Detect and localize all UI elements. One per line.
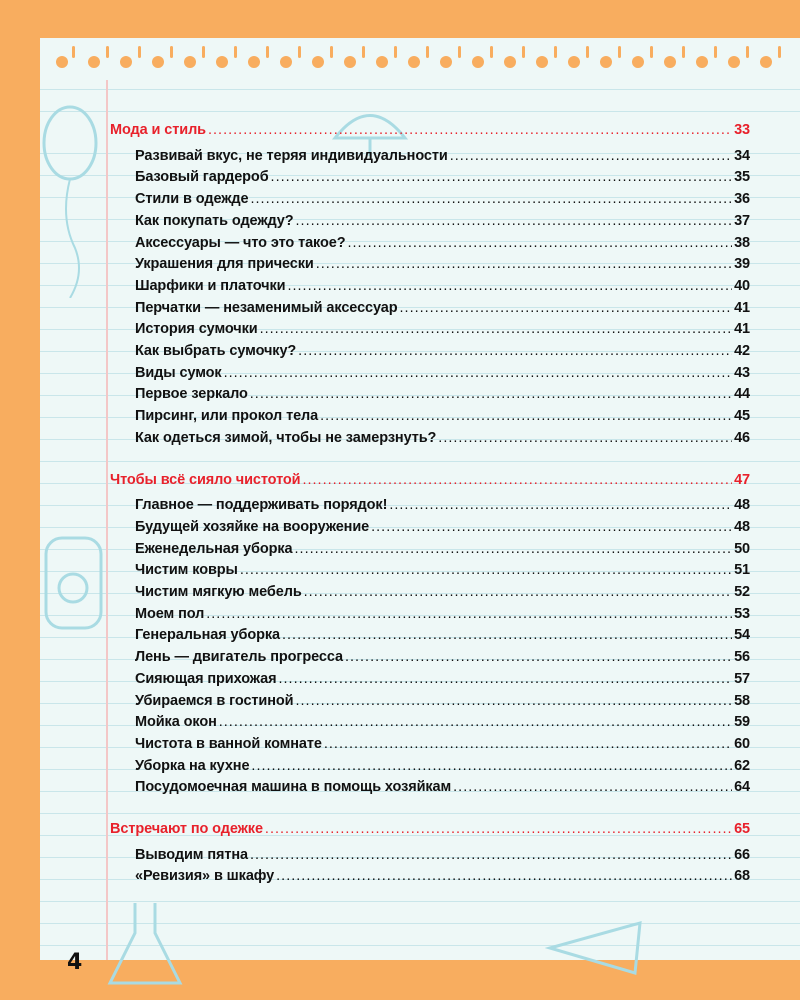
toc-leader-dots [371,519,732,535]
toc-entry-title: Пирсинг, или прокол тела [135,408,319,425]
toc-leader-dots [276,868,732,884]
toc-entry-title: Базовый гардероб [135,169,269,186]
toc-entry-title: Чистота в ванной комнате [135,735,322,752]
toc-leader-dots [304,584,732,600]
toc-leader-dots [287,278,732,294]
toc-entry[interactable] [135,606,750,622]
toc-leader-dots [453,779,732,795]
toc-entry-page: 41 [734,299,750,316]
toc-entry-page: 42 [734,343,750,359]
toc-entry[interactable] [135,169,750,185]
toc-leader-dots [302,472,732,488]
toc-entry[interactable] [135,365,750,381]
toc-entry-page: 68 [734,868,750,885]
toc-entry-title: «Ревизия» в шкафу [135,868,275,885]
toc-entry-title: Выводим пятна [135,846,248,863]
toc-entry-title: Развивай вкус, не теряя индивидуальности [135,147,448,164]
toc-section-title: Мода и стиль [110,122,206,138]
toc-entry[interactable] [135,497,750,513]
toc-leader-dots [345,649,732,665]
toc-leader-dots [389,497,732,513]
toc-leader-dots [450,148,732,164]
toc-entry-page: 59 [734,714,750,731]
toc-entry-page: 58 [734,692,750,709]
toc-entry-page: 51 [734,562,750,579]
toc-entry[interactable] [135,868,750,884]
toc-entry-page: 46 [734,429,750,446]
toc-entry-title: Еженедельная уборка [135,540,293,557]
toc-leader-dots [320,408,732,424]
toc-section-page: 65 [734,821,750,837]
toc-entry-title: Шарфики и платочки [135,277,286,294]
page-number: 4 [67,950,83,975]
toc-leader-dots [347,235,732,251]
toc-leader-dots [271,169,733,185]
toc-entry[interactable] [135,213,750,229]
toc-entry[interactable] [135,278,750,294]
toc-entry-page: 35 [734,169,750,186]
toc-entry-title: Чистим мягкую мебель [135,584,302,600]
toc-leader-dots [260,321,732,337]
toc-entry[interactable] [135,191,750,207]
toc-entry-title: Как выбрать сумочку? [135,343,297,359]
toc-leader-dots [250,386,732,402]
toc-entry[interactable] [135,408,750,424]
toc-entry[interactable] [135,714,750,730]
toc-section-heading[interactable] [110,472,750,488]
toc-section-title: Встречают по одежке [110,821,263,837]
toc-entry[interactable] [135,627,750,643]
toc-entry-page: 60 [734,735,750,752]
toc-section-title: Чтобы всё сияло чистотой [110,471,301,488]
toc-leader-dots [265,821,732,837]
toc-entry-title: Виды сумок [135,364,222,381]
toc-entry-page: 52 [734,584,750,600]
toc-entry-title: Будущей хозяйке на вооружение [135,518,370,535]
toc-entry-title: Убираемся в гостиной [135,692,294,709]
toc-entry-page: 50 [734,540,750,557]
toc-entry-title: Стили в одежде [135,191,249,208]
toc-entry-title: Уборка на кухне [135,757,250,774]
toc-leader-dots [282,627,732,643]
toc-section-page: 33 [734,122,750,138]
toc-leader-dots [224,365,732,381]
toc-leader-dots [219,714,732,730]
toc-entry[interactable] [135,235,750,251]
toc-leader-dots [296,213,733,229]
toc-entry-page: 41 [734,321,750,338]
toc-section-page: 47 [734,471,750,488]
toc-entry[interactable] [135,321,750,337]
toc-entry[interactable] [135,256,750,272]
toc-entry[interactable] [135,693,750,709]
toc-entry[interactable] [135,758,750,774]
toc-entry[interactable] [135,736,750,752]
toc-section-heading[interactable] [110,122,750,138]
toc-entry-page: 37 [734,212,750,229]
toc-entry-page: 56 [734,649,750,666]
toc-entry-page: 64 [734,779,750,796]
toc-entry-title: Лень — двигатель прогресса [135,649,343,666]
toc-entry-title: История сумочки [135,321,258,338]
toc-entry[interactable] [135,386,750,402]
toc-entry[interactable] [135,562,750,578]
toc-entry-title: Чистим ковры [135,562,238,579]
toc-entry-title: Аксессуары — что это такое? [135,234,346,251]
toc-entry[interactable] [135,584,750,600]
toc-entry-title: Как покупать одежду? [135,212,294,229]
toc-leader-dots [324,736,732,752]
toc-entry-page: 62 [734,757,750,774]
toc-leader-dots [316,256,732,272]
toc-entry-title: Посудомоечная машина в помощь хозяйкам [135,779,452,796]
toc-entry-page: 45 [734,408,750,425]
toc-leader-dots [251,758,732,774]
toc-entry[interactable] [135,671,750,687]
toc-entry-page: 39 [734,256,750,273]
toc-entry[interactable] [135,541,750,557]
toc-leader-dots [206,606,732,622]
toc-leader-dots [240,562,732,578]
toc-entry-title: Как одеться зимой, чтобы не замерзнуть? [135,429,437,446]
toc-entry[interactable] [135,649,750,665]
toc-entry-page: 66 [734,846,750,863]
toc-entry-page: 44 [734,386,750,403]
toc-entry-title: Сияющая прихожая [135,670,277,687]
toc-entry[interactable] [135,779,750,795]
toc-entry[interactable] [135,300,750,316]
toc-entry-title: Перчатки — незаменимый аксессуар [135,299,398,316]
toc-leader-dots [295,541,733,557]
toc-leader-dots [278,671,732,687]
toc-entry-title: Первое зеркало [135,386,248,403]
toc-leader-dots [438,430,732,446]
toc-leader-dots [298,343,732,359]
toc-leader-dots [250,191,732,207]
toc-entry-title: Моем пол [135,605,205,622]
toc-entry-page: 36 [734,191,750,208]
notebook-page [40,38,800,975]
toc-entry-title: Украшения для прически [135,256,314,273]
toc-entry-page: 53 [734,605,750,622]
toc-leader-dots [208,122,732,138]
toc-entry-title: Генеральная уборка [135,627,280,644]
toc-entry-page: 34 [734,147,750,164]
toc-entry-page: 54 [734,627,750,644]
toc-leader-dots [250,847,732,863]
toc-entry[interactable] [135,343,750,359]
toc-entry-page: 48 [734,497,750,514]
toc-entry-page: 57 [734,670,750,687]
toc-entry[interactable] [135,148,750,164]
toc-entry-title: Мойка окон [135,714,217,731]
toc-entry[interactable] [135,847,750,863]
toc-leader-dots [295,693,732,709]
toc-entry-page: 48 [734,518,750,535]
toc-entry[interactable] [135,430,750,446]
toc-entry-page: 38 [734,234,750,251]
toc-entry-title: Главное — поддерживать порядок! [135,497,388,514]
toc-entry-page: 43 [734,364,750,381]
toc-entry-page: 40 [734,277,750,294]
toc-leader-dots [400,300,733,316]
table-of-contents [40,38,800,960]
toc-entry[interactable] [135,519,750,535]
toc-section-heading[interactable] [110,821,750,837]
